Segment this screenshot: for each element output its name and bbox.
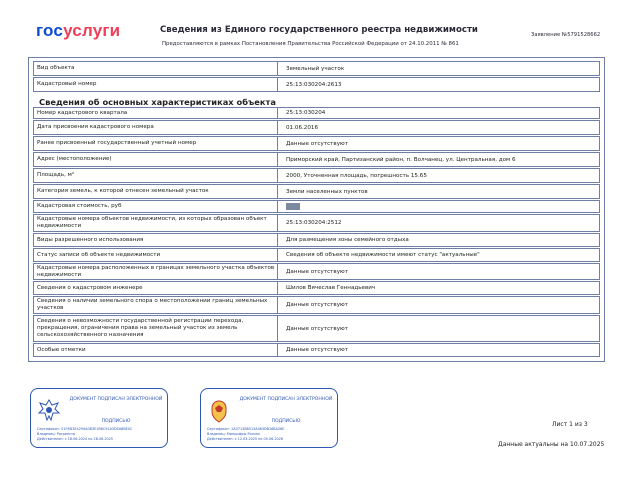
stamp-owner: Владелец: Минцифры России bbox=[207, 432, 260, 436]
row-value: Данные отсутствуют bbox=[286, 140, 348, 147]
row-quarter-number bbox=[33, 107, 600, 119]
stamp-subtitle: ПОДПИСЬЮ bbox=[101, 419, 131, 424]
row-value: Земельный участок bbox=[286, 65, 345, 72]
row-value: Шилов Вячеслав Геннадьевич bbox=[286, 285, 376, 291]
row-label: Виды разрешенного использования bbox=[34, 234, 278, 246]
row-value: Приморский край, Партизанский район, п. Волчанец, ул. Центральная, дом 6 bbox=[286, 156, 516, 163]
logo bbox=[36, 21, 120, 41]
rosreestr-emblem-icon bbox=[37, 398, 61, 424]
section-title: Сведения об основных характеристиках объекта bbox=[39, 97, 276, 107]
row-cadastral-number bbox=[33, 77, 600, 92]
stamp-owner: Владелец: Росреестр bbox=[37, 432, 76, 436]
stamp-certificate: Сертификат: 2A3713B6013A463DB16BA26E bbox=[207, 427, 285, 431]
row-label: Кадастровые номера объектов недвижимости, из которых образован объект недвижимости bbox=[34, 215, 278, 231]
row-cadastral-engineer bbox=[33, 281, 600, 295]
row-label: Дата присвоения кадастрового номера bbox=[34, 121, 278, 134]
row-label: Кадастровый номер bbox=[34, 78, 278, 91]
row-label: Кадастровые номера расположенных в границах земельного участка объектов недвижимости bbox=[34, 264, 278, 279]
row-label: Номер кадастрового квартала bbox=[34, 108, 278, 118]
signature-stamp-rosreestr bbox=[30, 388, 168, 448]
row-land-dispute bbox=[33, 296, 600, 314]
redacted-value bbox=[286, 203, 300, 210]
row-value: Для размещения зоны семейного отдыха bbox=[286, 237, 409, 243]
row-permitted-use bbox=[33, 233, 600, 247]
document-title: Сведения из Единого государственного реестра недвижимости bbox=[160, 25, 478, 35]
row-assign-date bbox=[33, 120, 600, 135]
row-previous-number bbox=[33, 136, 600, 151]
row-area bbox=[33, 168, 600, 183]
row-value: Данные отсутствуют bbox=[286, 347, 348, 353]
row-value: 25:13:030204 bbox=[286, 110, 326, 116]
row-registration-impossibility bbox=[33, 315, 600, 342]
document-subtitle: Предоставляются в рамках Постановления Правительства Российской Федерации от 24.10.2011 № 861 bbox=[162, 41, 459, 47]
row-source-objects bbox=[33, 214, 600, 232]
data-actual-date: Данные актуальны на 10.07.2025 bbox=[498, 441, 605, 448]
row-special-notes bbox=[33, 343, 600, 357]
row-label: Особые отметки bbox=[34, 344, 278, 356]
row-value: 25:13:030204:2613 bbox=[286, 81, 342, 88]
row-value: Данные отсутствуют bbox=[286, 302, 348, 308]
stamp-subtitle: ПОДПИСЬЮ bbox=[271, 419, 301, 424]
row-record-status bbox=[33, 248, 600, 262]
row-label: Площадь, м² bbox=[34, 169, 278, 182]
stamp-validity: Действителен: с 12.03.2025 по 05.06.2026 bbox=[207, 437, 283, 441]
row-label: Адрес (местоположение) bbox=[34, 153, 278, 166]
stamp-title: ДОКУМЕНТ ПОДПИСАН ЭЛЕКТРОННОЙ bbox=[69, 397, 163, 402]
row-label: Кадастровая стоимость, руб bbox=[34, 201, 278, 212]
logo-part-gos: гос bbox=[36, 21, 64, 40]
row-value: Сведения об объекте недвижимости имеют статус "актуальные" bbox=[286, 252, 480, 258]
row-value bbox=[278, 201, 599, 212]
row-value: 2000, Уточненная площадь, погрешность 15.65 bbox=[286, 172, 427, 179]
row-value: Данные отсутствуют bbox=[286, 268, 348, 275]
egrn-info-card bbox=[28, 57, 605, 362]
page-counter: Лист 1 из 3 bbox=[552, 421, 588, 428]
row-land-category bbox=[33, 184, 600, 199]
signature-stamp-mincifry bbox=[200, 388, 338, 448]
row-label: Категория земель, к которой отнесен земельный участок bbox=[34, 185, 278, 198]
row-label: Сведения о наличии земельного спора о местоположении границ земельных участков bbox=[34, 297, 278, 313]
stamp-title: ДОКУМЕНТ ПОДПИСАН ЭЛЕКТРОННОЙ bbox=[239, 397, 333, 402]
row-value: 25:13:030204:2512 bbox=[286, 220, 342, 226]
row-label: Статус записи об объекте недвижимости bbox=[34, 249, 278, 261]
logo-part-uslugi: услуги bbox=[63, 21, 121, 40]
row-cadastral-cost bbox=[33, 200, 600, 213]
row-label: Сведения о невозможности государственной регистрации перехода, прекращения, ограничения права на земельный участок из земель сельскохозяйственного назначения bbox=[34, 316, 278, 341]
stamp-certificate: Сертификат: 01F6D3E4294A0B3E1B6C91A3D5A8BE0C bbox=[37, 427, 133, 431]
row-address bbox=[33, 152, 600, 167]
row-value: 01.06.2016 bbox=[286, 124, 319, 131]
row-object-type bbox=[33, 61, 600, 76]
application-number: Заявление №5791528662 bbox=[531, 32, 601, 38]
row-value: Данные отсутствуют bbox=[286, 325, 348, 332]
coat-of-arms-icon bbox=[207, 398, 231, 424]
row-located-objects bbox=[33, 263, 600, 280]
row-label: Ранее присвоенный государственный учетный номер bbox=[34, 137, 278, 150]
stamp-validity: Действителен: с 18.06.2024 по 28.06.2025 bbox=[37, 437, 113, 441]
row-label: Вид объекта bbox=[34, 62, 278, 75]
row-value: Земли населенных пунктов bbox=[286, 188, 368, 195]
row-label: Сведения о кадастровом инженере bbox=[34, 282, 278, 294]
